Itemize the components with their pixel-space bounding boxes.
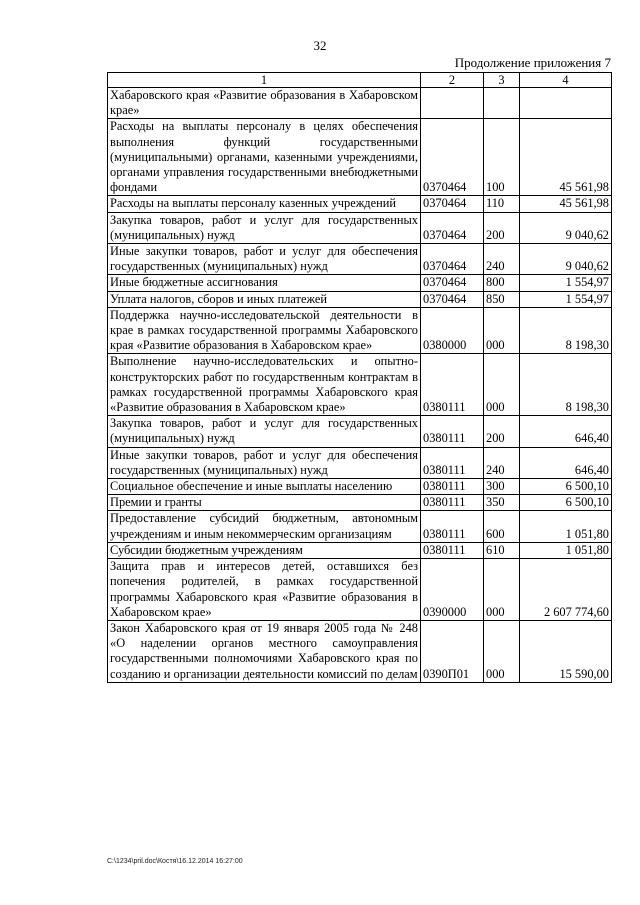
budget-table bbox=[107, 72, 612, 683]
row-code-cell: 0370464 bbox=[421, 291, 484, 307]
row-amount-cell: 8 198,30 bbox=[520, 307, 612, 354]
row-amount-cell: 1 554,97 bbox=[520, 275, 612, 291]
footer-file-path: C:\1234\pril.doc\Костя\16.12.2014 16:27:00 bbox=[107, 858, 243, 865]
row-name-cell: Расходы на выплаты персоналу в целях обеспечения выполнения функций государственными (муниципальными) органами, казенными учреждениями, органами управления государственными внебюджетными фондами bbox=[108, 119, 421, 196]
row-amount-cell: 45 561,98 bbox=[520, 196, 612, 212]
row-amount-cell bbox=[520, 88, 612, 119]
table-row bbox=[108, 479, 612, 495]
row-code-cell: 0380111 bbox=[421, 495, 484, 511]
row-name-cell: Предоставление субсидий бюджетным, автономным учреждениям и иным некоммерческим организациям bbox=[108, 511, 421, 542]
table-row bbox=[108, 291, 612, 307]
row-name-cell: Поддержка научно-исследовательской деятельности в крае в рамках государственной программы Хабаровского края «Развитие образования в Хабаровском крае» bbox=[108, 307, 421, 354]
table-row bbox=[108, 119, 612, 196]
row-name-cell: Расходы на выплаты персоналу казенных учреждений bbox=[108, 196, 421, 212]
row-code-cell: 0380111 bbox=[421, 416, 484, 447]
row-amount-cell: 2 607 774,60 bbox=[520, 559, 612, 621]
row-name-cell: Защита прав и интересов детей, оставшихся без попечения родителей, в рамках государственной программы Хабаровского края «Развитие образования в Хабаровском крае» bbox=[108, 559, 421, 621]
table-row bbox=[108, 511, 612, 542]
row-type-cell: 000 bbox=[484, 354, 520, 416]
table-header-row bbox=[108, 73, 612, 88]
row-type-cell: 800 bbox=[484, 275, 520, 291]
row-code-cell: 0380111 bbox=[421, 479, 484, 495]
row-type-cell bbox=[484, 88, 520, 119]
table-row bbox=[108, 542, 612, 558]
row-code-cell: 0370464 bbox=[421, 196, 484, 212]
table-row bbox=[108, 275, 612, 291]
row-amount-cell: 9 040,62 bbox=[520, 244, 612, 275]
table-row bbox=[108, 559, 612, 621]
row-name-cell: Закон Хабаровского края от 19 января 2005 года № 248 «О наделении органов местного самоуправления государственными полномочиями Хабаровского края по созданию и организации деятельности комиссий по делам bbox=[108, 620, 421, 682]
table-row bbox=[108, 196, 612, 212]
row-type-cell: 100 bbox=[484, 119, 520, 196]
row-type-cell: 240 bbox=[484, 244, 520, 275]
row-type-cell: 200 bbox=[484, 212, 520, 243]
table-row bbox=[108, 88, 612, 119]
row-code-cell: 0370464 bbox=[421, 275, 484, 291]
row-code-cell: 0390П01 bbox=[421, 620, 484, 682]
row-amount-cell: 646,40 bbox=[520, 447, 612, 478]
row-type-cell: 000 bbox=[484, 307, 520, 354]
row-amount-cell: 8 198,30 bbox=[520, 354, 612, 416]
row-code-cell: 0370464 bbox=[421, 212, 484, 243]
page-number: 32 bbox=[313, 38, 327, 53]
row-name-cell: Уплата налогов, сборов и иных платежей bbox=[108, 291, 421, 307]
row-code-cell: 0390000 bbox=[421, 559, 484, 621]
header-col-2: 2 bbox=[421, 73, 484, 88]
header-col-4: 4 bbox=[520, 73, 612, 88]
row-name-cell: Иные бюджетные ассигнования bbox=[108, 275, 421, 291]
row-amount-cell: 1 554,97 bbox=[520, 291, 612, 307]
table-row bbox=[108, 244, 612, 275]
table-row bbox=[108, 620, 612, 682]
row-amount-cell: 6 500,10 bbox=[520, 495, 612, 511]
row-code-cell: 0370464 bbox=[421, 244, 484, 275]
row-name-cell: Закупка товаров, работ и услуг для государственных (муниципальных) нужд bbox=[108, 416, 421, 447]
continuation-label: Продолжение приложения 7 bbox=[454, 55, 611, 70]
row-amount-cell: 15 590,00 bbox=[520, 620, 612, 682]
table-row bbox=[108, 212, 612, 243]
row-code-cell: 0380111 bbox=[421, 511, 484, 542]
row-name-cell: Иные закупки товаров, работ и услуг для обеспечения государственных (муниципальных) нужд bbox=[108, 244, 421, 275]
row-type-cell: 200 bbox=[484, 416, 520, 447]
table-row bbox=[108, 447, 612, 478]
row-amount-cell: 1 051,80 bbox=[520, 511, 612, 542]
row-type-cell: 000 bbox=[484, 620, 520, 682]
row-code-cell: 0380000 bbox=[421, 307, 484, 354]
row-code-cell: 0380111 bbox=[421, 354, 484, 416]
row-amount-cell: 6 500,10 bbox=[520, 479, 612, 495]
row-name-cell: Хабаровского края «Развитие образования в Хабаровском крае» bbox=[108, 88, 421, 119]
row-type-cell: 350 bbox=[484, 495, 520, 511]
row-amount-cell: 1 051,80 bbox=[520, 542, 612, 558]
row-name-cell: Субсидии бюджетным учреждениям bbox=[108, 542, 421, 558]
row-type-cell: 600 bbox=[484, 511, 520, 542]
header-col-3: 3 bbox=[484, 73, 520, 88]
row-name-cell: Закупка товаров, работ и услуг для государственных (муниципальных) нужд bbox=[108, 212, 421, 243]
row-type-cell: 240 bbox=[484, 447, 520, 478]
row-amount-cell: 646,40 bbox=[520, 416, 612, 447]
row-code-cell bbox=[421, 88, 484, 119]
row-type-cell: 610 bbox=[484, 542, 520, 558]
row-code-cell: 0380111 bbox=[421, 447, 484, 478]
table-row bbox=[108, 495, 612, 511]
row-amount-cell: 45 561,98 bbox=[520, 119, 612, 196]
row-type-cell: 300 bbox=[484, 479, 520, 495]
row-name-cell: Премии и гранты bbox=[108, 495, 421, 511]
row-type-cell: 110 bbox=[484, 196, 520, 212]
row-name-cell: Выполнение научно-исследовательских и опытно-конструкторских работ по государственным контрактам в рамках государственной программы Хабаровского края «Развитие образования в Хабаровском крае» bbox=[108, 354, 421, 416]
table-row bbox=[108, 354, 612, 416]
row-amount-cell: 9 040,62 bbox=[520, 212, 612, 243]
table-row bbox=[108, 416, 612, 447]
table-row bbox=[108, 307, 612, 354]
table-body bbox=[108, 88, 612, 683]
header-col-1: 1 bbox=[108, 73, 421, 88]
row-name-cell: Социальное обеспечение и иные выплаты населению bbox=[108, 479, 421, 495]
row-code-cell: 0370464 bbox=[421, 119, 484, 196]
row-code-cell: 0380111 bbox=[421, 542, 484, 558]
row-name-cell: Иные закупки товаров, работ и услуг для обеспечения государственных (муниципальных) нужд bbox=[108, 447, 421, 478]
row-type-cell: 850 bbox=[484, 291, 520, 307]
row-type-cell: 000 bbox=[484, 559, 520, 621]
